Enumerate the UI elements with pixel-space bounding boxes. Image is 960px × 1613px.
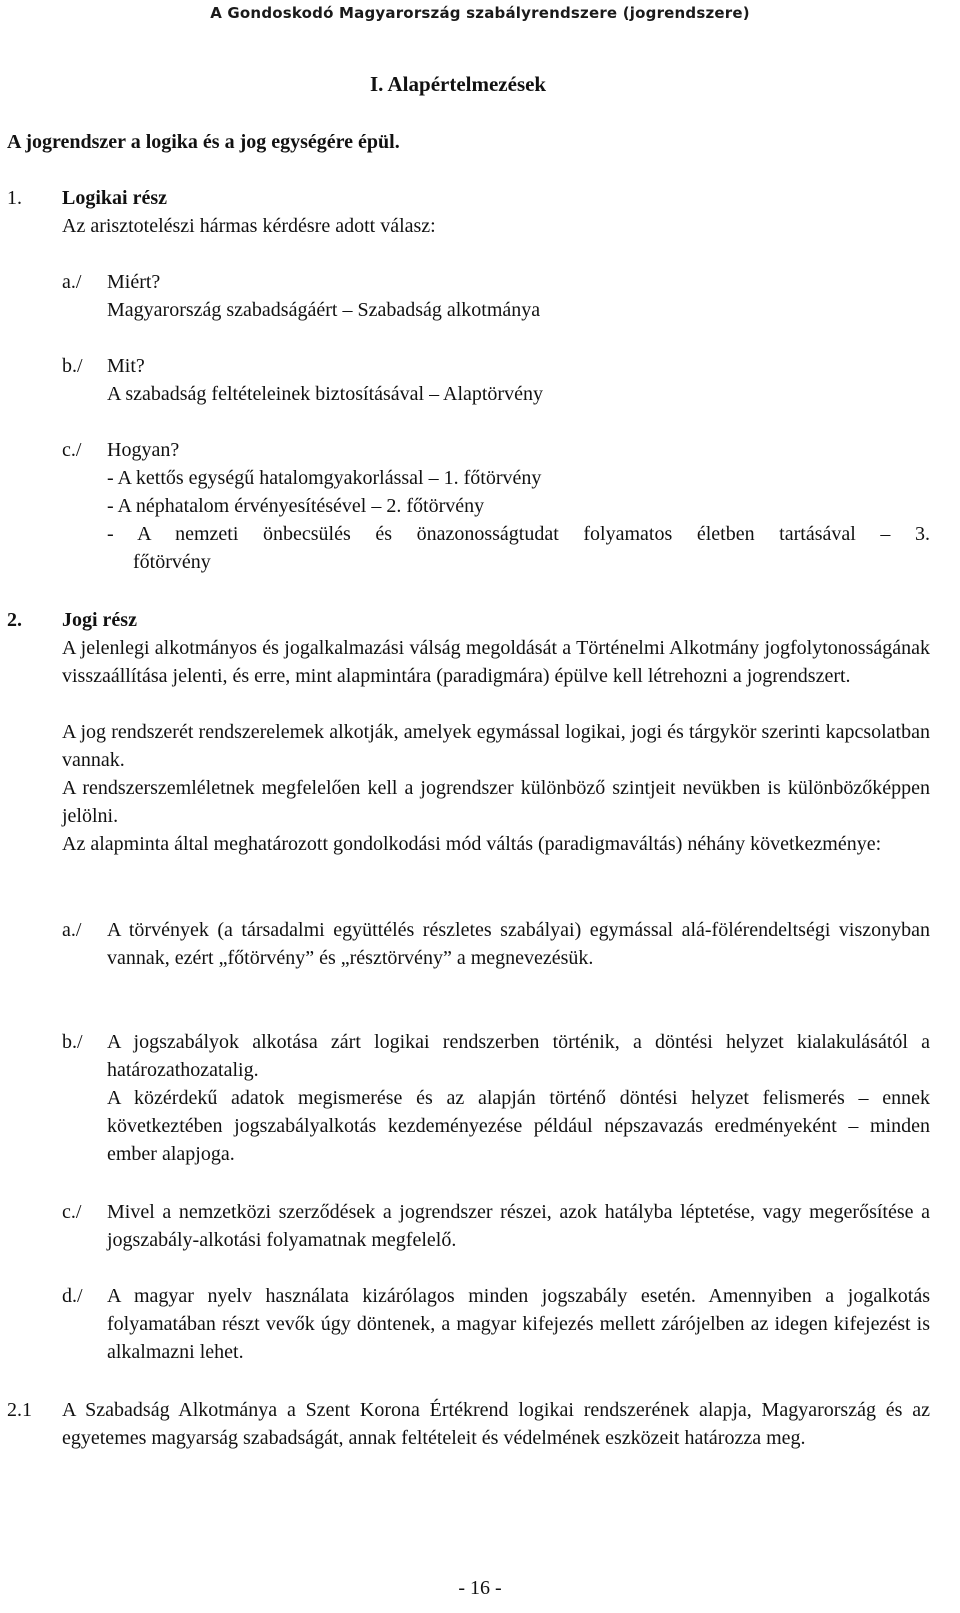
part2-a-text: A törvények (a társadalmi együttélés részletes szabályai) egymással alá-fölérendeltségi viszonyban vannak, ezért „főtörvény” és „résztörvény” a megnevezésük. (107, 919, 930, 969)
part2-b-text-2: A közérdekű adatok megismerése és az alapján történő döntési helyzet felismerés – ennek következtében jogszabályalkotás kezdeményezése például népszavazás eredményeként – minden ember alapjoga. (107, 1087, 930, 1165)
part1-b-answer: A szabadság feltételeinek biztosításával – Alaptörvény (107, 383, 543, 405)
part1-c-line2: - A néphatalom érvényesítésével – 2. főtörvény (107, 495, 485, 517)
intro-statement: A jogrendszer a logika és a jog egységére épül. (7, 131, 400, 153)
page-number: - 16 - (458, 1577, 502, 1599)
part2-a-marker: a./ (62, 919, 82, 941)
part1-title: Logikai rész (62, 187, 167, 209)
part1-c-line1: - A kettős egységű hatalomgyakorlással – 1. főtörvény (107, 467, 542, 489)
page-header: A Gondoskodó Magyarország szabályrendszere (jogrendszere) (210, 4, 750, 22)
part21-text: A Szabadság Alkotmánya a Szent Korona Értékrend logikai rendszerének alapja, Magyarország és az egyetemes magyarság szabadságát, annak feltételeit és védelmének eszközeit határozza meg. (62, 1399, 930, 1449)
part1-a-question: Miért? (107, 271, 161, 293)
part1-b-marker: b./ (62, 355, 83, 377)
part2-paragraph-1: A jelenlegi alkotmányos és jogalkalmazási válság megoldását a Történelmi Alkotmány jogfolytonosságának visszaállítása jelenti, és erre, mint alapmintára (paradigmára) épülve kell létrehozni a jogrendszert. (62, 637, 930, 687)
part1-a-answer: Magyarország szabadságáért – Szabadság alkotmánya (107, 299, 541, 321)
part2-b-text-1: A jogszabályok alkotása zárt logikai rendszerben történik, a döntési helyzet kialakulásától a határozathozatalig. (107, 1031, 930, 1081)
part1-a-marker: a./ (62, 271, 82, 293)
part1-c-question: Hogyan? (107, 439, 180, 461)
part2-number: 2. (7, 609, 22, 631)
part2-paragraph-2: A jog rendszerét rendszerelemek alkotják, amelyek egymással logikai, jogi és tárgykör szerinti kapcsolatban vannak. (62, 721, 930, 771)
part2-c-text: Mivel a nemzetközi szerződések a jogrendszer részei, azok hatályba léptetése, vagy megerősítése a jogszabály-alkotási folyamatnak megfelelő. (107, 1201, 930, 1251)
part2-d-text: A magyar nyelv használata kizárólagos minden jogszabály esetén. Amennyiben a jogalkotás folyamatában részt vevők úgy döntenek, a magyar kifejezés mellett zárójelben az idegen kifejezést is alkalmazni lehet. (107, 1285, 930, 1363)
part1-b-question: Mit? (107, 355, 145, 377)
part2-paragraph-4: Az alapminta által meghatározott gondolkodási mód váltás (paradigmaváltás) néhány következménye: (62, 833, 882, 855)
part2-d-marker: d./ (62, 1285, 83, 1307)
part2-b-marker: b./ (62, 1031, 83, 1053)
section-title: I. Alapértelmezések (370, 72, 547, 96)
part1-c-line3a: - A nemzeti önbecsülés és önazonosságtudat folyamatos életben tartásával – 3. (107, 523, 930, 545)
part21-number: 2.1 (7, 1399, 32, 1421)
part1-number: 1. (7, 187, 22, 209)
part2-paragraph-3: A rendszerszemléletnek megfelelően kell a jogrendszer különböző szintjeit nevükben is különbözőképpen jelölni. (62, 777, 930, 827)
part1-c-marker: c./ (62, 439, 82, 461)
part2-title: Jogi rész (62, 609, 137, 631)
part2-c-marker: c./ (62, 1201, 82, 1223)
part1-c-line3b: főtörvény (133, 551, 211, 573)
part1-subtitle: Az arisztotelészi hármas kérdésre adott válasz: (62, 215, 436, 237)
